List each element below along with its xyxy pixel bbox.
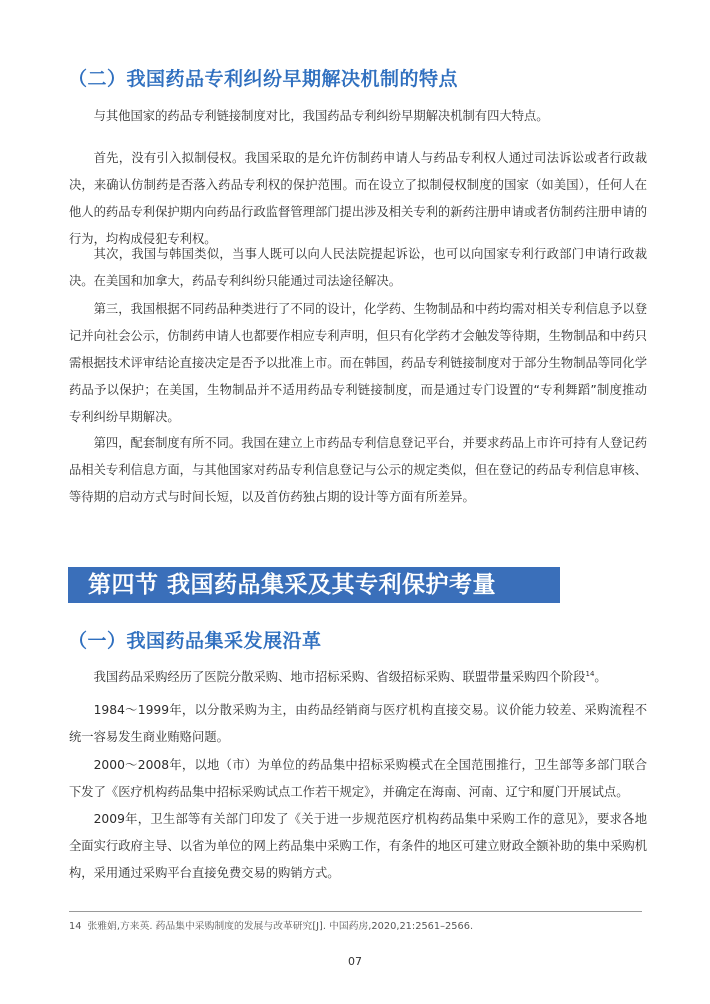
page-number: 07 bbox=[348, 955, 362, 968]
paragraph: 其次，我国与韩国类似，当事人既可以向人民法院提起诉讼，也可以向国家专利行政部门申请行政裁决。在美国和加拿大，药品专利纠纷只能通过司法途径解决。 bbox=[69, 247, 647, 288]
paragraph-text: 我国药品采购经历了医院分散采购、地市招标采购、省级招标采购、联盟带量采购四个阶段 bbox=[93, 670, 586, 684]
footnote bbox=[69, 920, 649, 934]
paragraph bbox=[69, 664, 647, 691]
paragraph: 2000～2008年，以地（市）为单位的药品集中招标采购模式在全国范围推行，卫生部等多部门联合下发了《医疗机构药品集中招标采购试点工作若干规定》，并确定在海南、河南、辽宁和厦门开展试点。 bbox=[69, 758, 647, 799]
paragraph: 首先，没有引入拟制侵权。我国采取的是允许仿制药申请人与药品专利权人通过司法诉讼或者行政裁决，来确认仿制药是否落入药品专利权的保护范围。而在设立了拟制侵权制度的国家（如美国），任何人在他人的药品专利保护期内向药品行政监督管理部门提出涉及相关专利的新药注册申请或者仿制药注册申请的行为，均构成侵犯专利权。 bbox=[69, 151, 647, 246]
paragraph: 与其他国家的药品专利链接制度对比，我国药品专利纠纷早期解决机制有四大特点。 bbox=[93, 109, 549, 123]
subsection-heading: （二）我国药品专利纠纷早期解决机制的特点 bbox=[68, 68, 459, 90]
subsection-heading: （一）我国药品集采发展沿革 bbox=[68, 630, 322, 652]
paragraph: 2009年，卫生部等有关部门印发了《关于进一步规范医疗机构药品集中采购工作的意见》，要求各地全面实行政府主导、以省为单位的网上药品集中采购工作，有条件的地区可建立财政全额补助的集中采购机构，采用通过采购平台直接免费交易的购销方式。 bbox=[69, 812, 647, 880]
footnote-number: 14 bbox=[69, 921, 82, 932]
paragraph: 第三，我国根据不同药品种类进行了不同的设计，化学药、生物制品和中药均需对相关专利信息予以登记并向社会公示，仿制药申请人也都要作相应专利声明，但只有化学药才会触发等待期，生物制品和中药只需根据技术评审结论直接决定是否予以批准上市。而在韩国，药品专利链接制度对于部分生物制品等同化学药品予以保护；在美国，生物制品并不适用药品专利链接制度，而是通过专门设置的“专利舞蹈”制度推动专利纠纷早期解决。 bbox=[69, 302, 647, 424]
paragraph: 1984～1999年，以分散采购为主，由药品经销商与医疗机构直接交易。议价能力较差、采购流程不统一容易发生商业贿赂问题。 bbox=[69, 703, 647, 744]
section-title: 第四节 我国药品集采及其专利保护考量 bbox=[88, 572, 497, 598]
paragraph: 第四，配套制度有所不同。我国在建立上市药品专利信息登记平台，并要求药品上市许可持有人登记药品相关专利信息方面，与其他国家对药品专利信息登记与公示的规定类似，但在登记的药品专利信息审核、等待期的启动方式与时间长短，以及首仿药独占期的设计等方面有所差异。 bbox=[69, 436, 647, 504]
paragraph-end: 。 bbox=[594, 670, 607, 684]
footnote-divider bbox=[69, 911, 642, 912]
footnote-text: 张雅娟,方来英. 药品集中采购制度的发展与改革研究[J]. 中国药房,2020,21:2561–2566. bbox=[87, 921, 474, 932]
footnote-reference[interactable]: 14 bbox=[585, 669, 595, 678]
